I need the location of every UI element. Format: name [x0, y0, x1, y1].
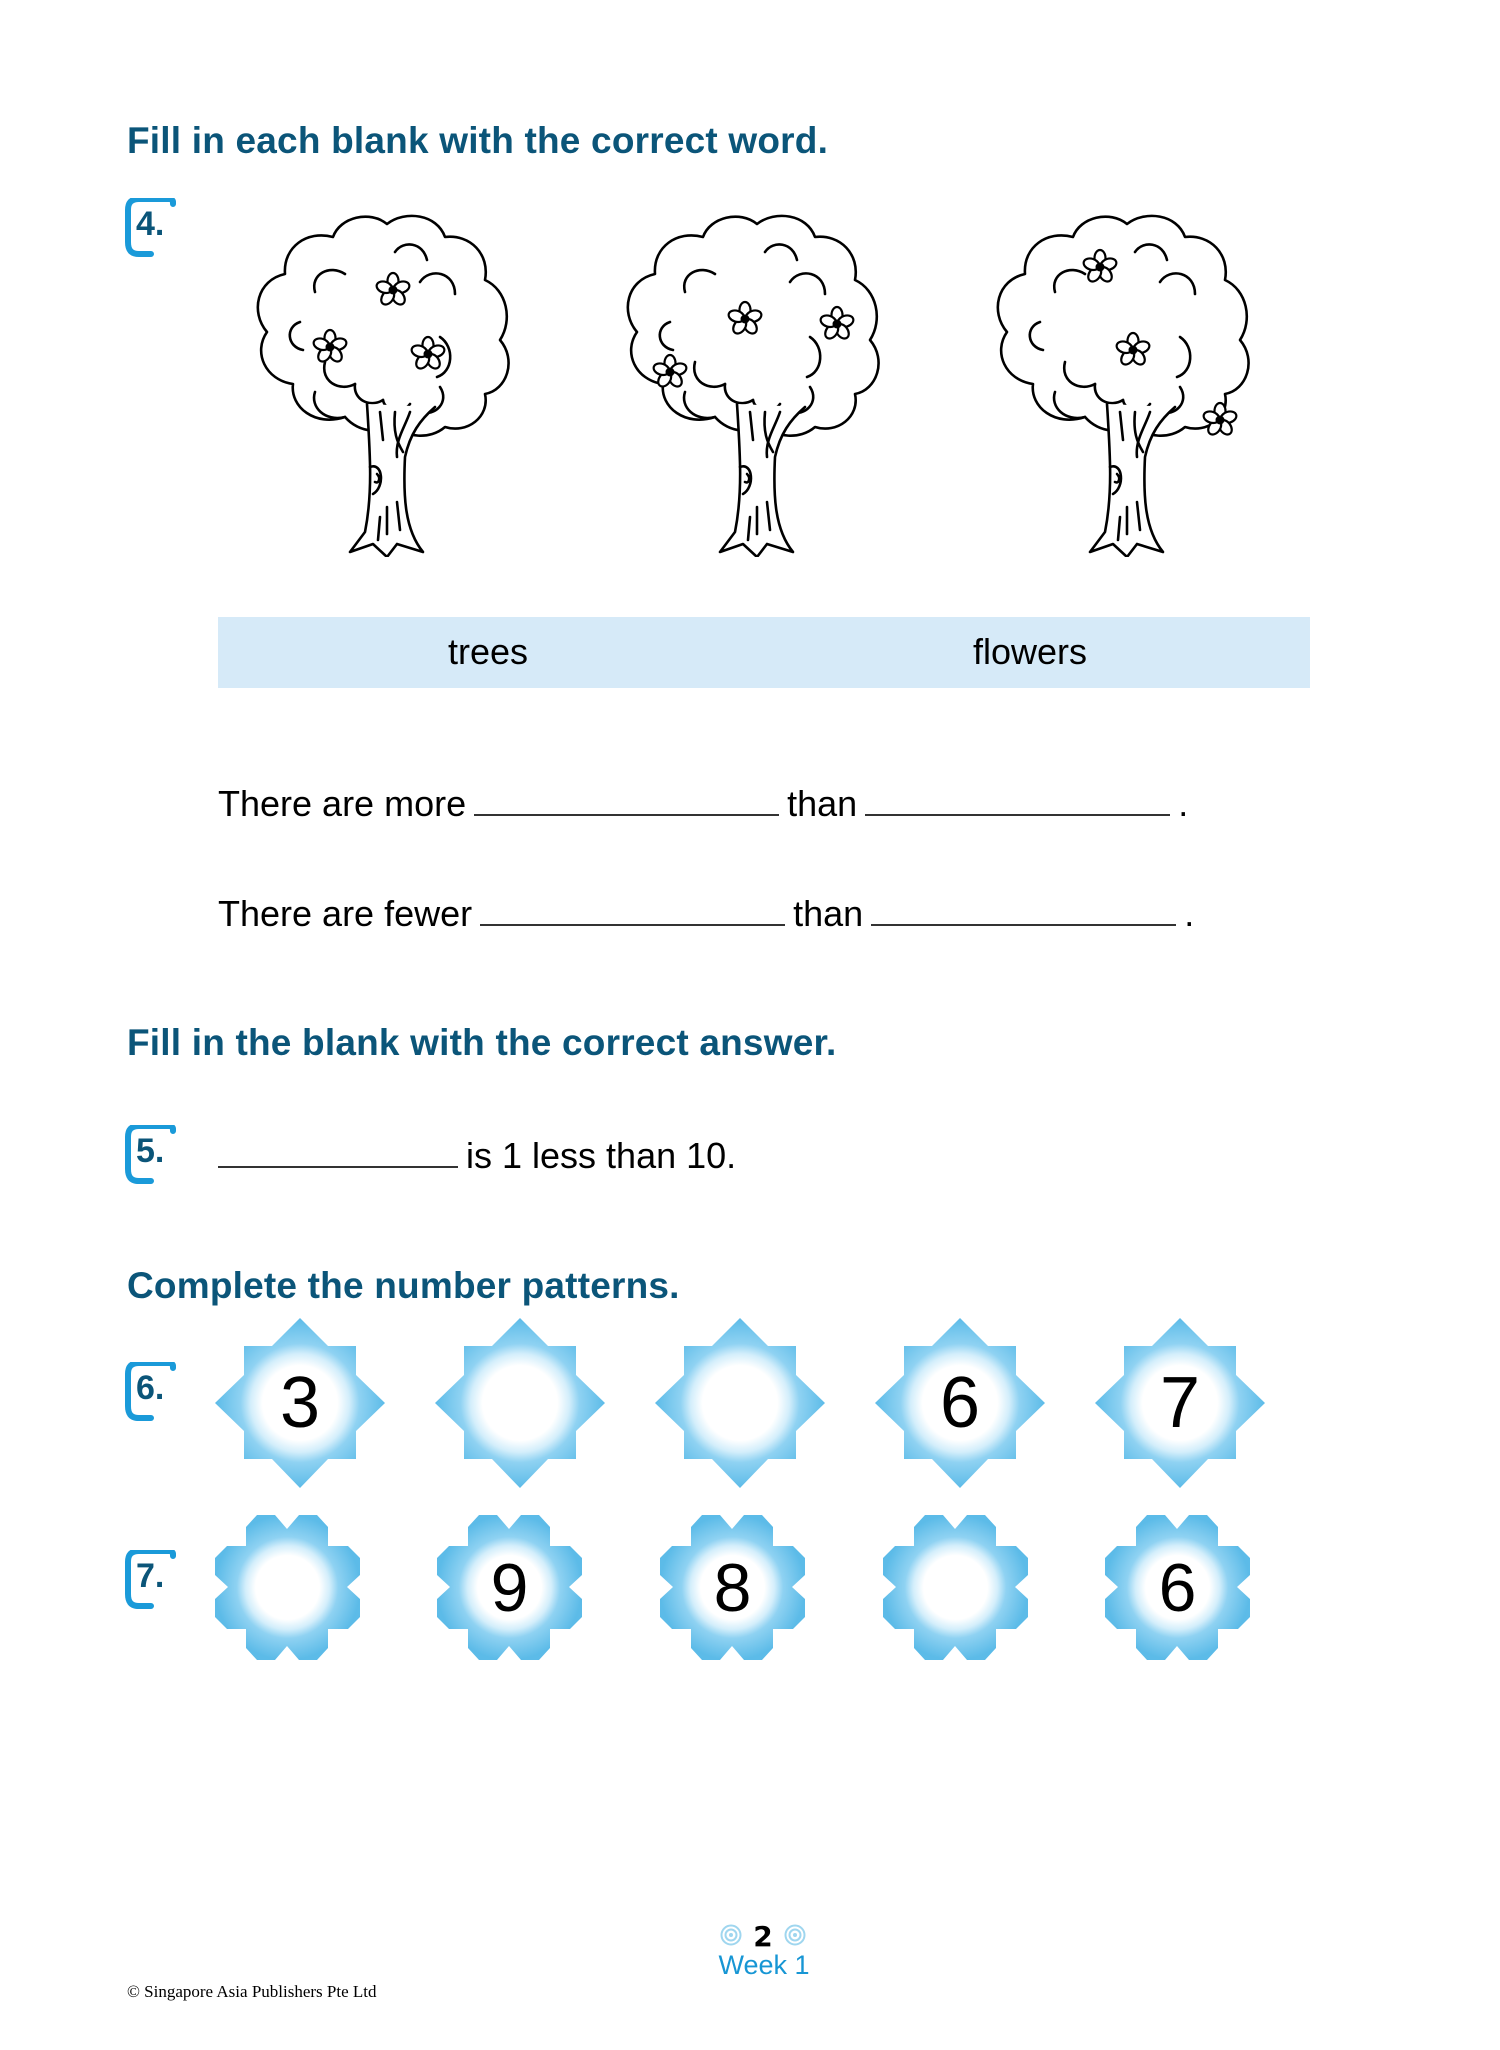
sentence-more: [218, 783, 1188, 825]
question-number: 4.: [136, 205, 165, 243]
word-bank-item-trees: trees: [448, 631, 529, 672]
tree-illustration-1: [245, 212, 535, 557]
answer-blank-q5[interactable]: [218, 1138, 458, 1168]
word-bank: [218, 617, 1310, 688]
pattern-value: 7: [1159, 1363, 1201, 1443]
pattern-star-3[interactable]: [655, 1318, 825, 1488]
section-heading-fill-answer: Fill in the blank with the correct answer.: [127, 1022, 837, 1063]
pattern-star-4: [875, 1318, 1045, 1488]
pattern-gear-3: [660, 1515, 805, 1660]
pattern-star-2[interactable]: [435, 1318, 605, 1488]
pattern-gear-4[interactable]: [883, 1515, 1028, 1660]
page-number-block: [718, 1920, 808, 1953]
pattern-star-1: [215, 1318, 385, 1488]
question-number: 7.: [136, 1557, 165, 1595]
week-label: Week 1: [718, 1950, 810, 1980]
sentence-middle: than: [787, 783, 858, 824]
copyright-notice: © Singapore Asia Publishers Pte Ltd: [127, 1982, 377, 2001]
question-badge-5: [125, 1125, 173, 1177]
question-badge-7: [125, 1550, 173, 1602]
answer-blank-more-2[interactable]: [865, 786, 1170, 816]
pattern-gear-5: [1105, 1515, 1250, 1660]
word-bank-item-flowers: flowers: [973, 631, 1088, 672]
sentence-middle: than: [793, 893, 864, 934]
sentence-prefix: There are fewer: [218, 893, 473, 934]
target-ring-icon: [784, 1924, 806, 1946]
tree-illustration-3: [985, 212, 1275, 557]
pattern-value: 9: [490, 1549, 529, 1626]
section-heading-patterns: Complete the number patterns.: [127, 1265, 680, 1306]
question-number: 6.: [136, 1369, 165, 1407]
question-badge-4: [125, 198, 173, 250]
answer-blank-more-1[interactable]: [474, 786, 779, 816]
sentence-prefix: There are more: [218, 783, 467, 824]
pattern-value: 8: [713, 1549, 752, 1626]
sentence-q5: [218, 1135, 736, 1177]
question-number: 5.: [136, 1132, 165, 1170]
question-badge-6: [125, 1362, 173, 1414]
q5-text: is 1 less than 10.: [466, 1135, 737, 1176]
pattern-blank[interactable]: [215, 1515, 360, 1660]
answer-blank-fewer-1[interactable]: [480, 896, 785, 926]
pattern-gear-2: [437, 1515, 582, 1660]
sentence-suffix: .: [1184, 893, 1195, 934]
pattern-value: 6: [939, 1363, 981, 1443]
answer-blank-fewer-2[interactable]: [871, 896, 1176, 926]
pattern-blank[interactable]: [655, 1318, 825, 1488]
sentence-suffix: .: [1178, 783, 1189, 824]
pattern-gear-1[interactable]: [215, 1515, 360, 1660]
tree-illustration-2: [615, 212, 905, 557]
page-number: 2: [753, 1920, 773, 1953]
section-heading-fill-words: Fill in each blank with the correct word.: [127, 120, 829, 161]
pattern-blank[interactable]: [883, 1515, 1028, 1660]
sentence-fewer: [218, 893, 1194, 935]
pattern-value: 3: [279, 1363, 321, 1443]
pattern-value: 6: [1158, 1549, 1197, 1626]
pattern-blank[interactable]: [435, 1318, 605, 1488]
pattern-star-5: [1095, 1318, 1265, 1488]
